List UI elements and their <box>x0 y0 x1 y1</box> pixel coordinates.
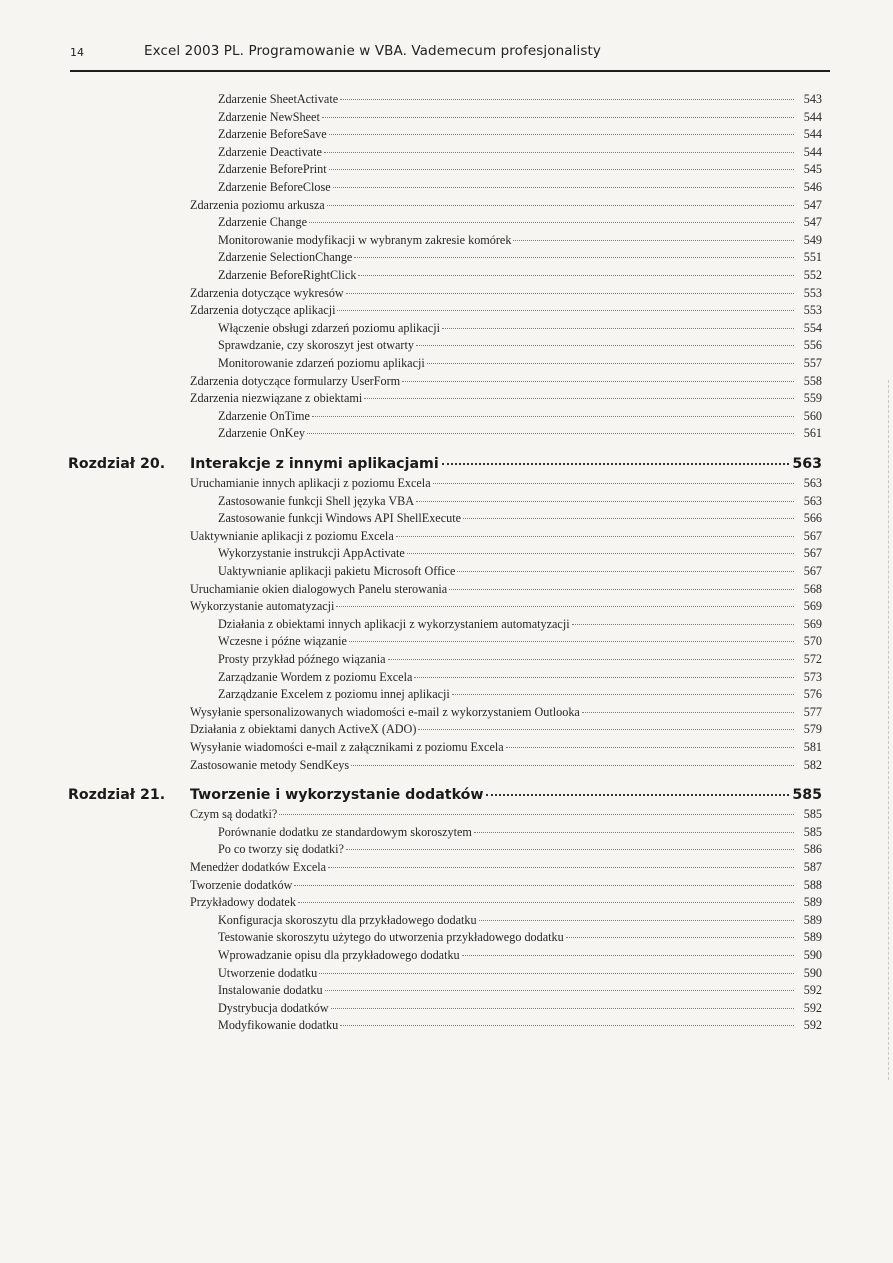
entry-title: Wysyłanie spersonalizowanych wiadomości e-mail z wykorzystaniem Outlooka <box>190 704 580 719</box>
dot-leader <box>298 902 794 903</box>
dot-leader <box>307 433 794 434</box>
entry-page-number: 552 <box>803 268 822 282</box>
entry-page-number: 547 <box>803 215 822 230</box>
dot-leader <box>486 794 789 796</box>
entry-title: Uaktywnianie aplikacji z poziomu Excela <box>190 528 394 543</box>
entry-title: Uruchamianie okien dialogowych Panelu sterowania <box>190 581 448 596</box>
dot-leader <box>294 885 794 886</box>
toc-subsection-entry[interactable] <box>218 426 822 446</box>
entry-title: Prosty przykład późnego wiązania <box>218 652 386 666</box>
dot-leader <box>396 536 794 537</box>
entry-page-number: 553 <box>803 285 822 300</box>
entry-title: Wczesne i późne wiązanie <box>218 634 347 649</box>
dot-leader <box>474 832 794 833</box>
entry-page-number: 544 <box>803 109 822 124</box>
entry-page-number: 589 <box>803 930 822 945</box>
entry-page-number: 560 <box>803 408 822 423</box>
entry-page-number: 585 <box>803 807 822 822</box>
entry-page-number: 559 <box>803 391 822 406</box>
entry-title: Instalowanie dodatku <box>218 983 323 998</box>
entry-page-number: 547 <box>803 197 822 212</box>
entry-title: Monitorowanie zdarzeń poziomu aplikacji <box>218 356 425 370</box>
dot-leader <box>354 257 794 258</box>
entry-title: Zarządzanie Wordem z poziomu Excela <box>218 669 413 684</box>
scan-edge-marks <box>884 380 889 1080</box>
entry-page-number: 561 <box>803 426 822 441</box>
dot-leader <box>324 152 794 153</box>
entry-title: Wykorzystanie instrukcji AppActivate <box>218 546 405 561</box>
entry-page-number: 556 <box>803 338 822 353</box>
dot-leader <box>340 99 794 100</box>
entry-page-number: 553 <box>803 303 822 318</box>
dot-leader <box>388 659 794 660</box>
entry-page-number: 563 <box>803 476 822 490</box>
dot-leader <box>416 345 794 346</box>
dot-leader <box>329 134 794 135</box>
entry-page-number: 568 <box>803 581 822 596</box>
dot-leader <box>407 553 794 554</box>
entry-title: Po co tworzy się dodatki? <box>218 842 344 857</box>
entry-title: Zdarzenie OnTime <box>218 408 310 423</box>
dot-leader <box>457 571 794 572</box>
entry-title: Zdarzenie Change <box>218 215 307 230</box>
entry-page-number: 569 <box>803 616 822 631</box>
entry-page-number: 543 <box>803 92 822 106</box>
entry-page-number: 567 <box>803 564 822 578</box>
entry-page-number: 577 <box>803 704 822 719</box>
dot-leader <box>327 205 794 206</box>
dot-leader <box>566 937 794 938</box>
entry-page-number: 546 <box>803 180 822 194</box>
dot-leader <box>337 310 794 311</box>
entry-title: Zdarzenie OnKey <box>218 426 305 441</box>
entry-title: Sprawdzanie, czy skoroszyt jest otwarty <box>218 338 414 353</box>
entry-page-number: 585 <box>803 824 822 839</box>
entry-title: Zdarzenie SelectionChange <box>218 250 353 265</box>
dot-leader <box>312 416 794 417</box>
entry-title: Działania z obiektami innych aplikacji z wykorzystaniem automatyzacji <box>218 616 570 631</box>
dot-leader <box>427 363 794 364</box>
entry-page-number: 569 <box>803 599 822 614</box>
dot-leader <box>349 641 794 642</box>
entry-page-number: 545 <box>803 162 822 177</box>
dot-leader <box>329 169 794 170</box>
entry-title: Zdarzenia poziomu arkusza <box>190 197 325 212</box>
entry-title: Dystrybucja dodatków <box>218 1000 329 1015</box>
dot-leader <box>479 920 794 921</box>
entry-title: Zdarzenia niezwiązane z obiektami <box>190 391 363 406</box>
entry-title: Zdarzenie BeforeClose <box>218 180 331 194</box>
dot-leader <box>462 955 794 956</box>
entry-title: Uruchamianie innych aplikacji z poziomu Excela <box>190 476 431 490</box>
entry-title: Menedżer dodatków Excela <box>190 860 327 874</box>
dot-leader <box>346 293 794 294</box>
entry-page-number: 566 <box>803 511 822 526</box>
entry-page-number: 572 <box>803 652 822 666</box>
dot-leader <box>442 328 794 329</box>
entry-page-number: 588 <box>803 877 822 892</box>
entry-title: Zdarzenie SheetActivate <box>218 92 339 106</box>
dot-leader <box>346 849 794 850</box>
entry-title: Zdarzenia dotyczące formularzy UserForm <box>190 373 401 388</box>
entry-page-number: 589 <box>803 912 822 927</box>
entry-title: Zastosowanie funkcji Shell języka VBA <box>218 493 415 508</box>
entry-page-number: 557 <box>803 356 822 370</box>
entry-page-number: 558 <box>803 373 822 388</box>
entry-title: Monitorowanie modyfikacji w wybranym zakresie komórek <box>218 232 512 247</box>
dot-leader <box>506 747 794 748</box>
dot-leader <box>418 729 794 730</box>
entry-page-number: 587 <box>803 860 822 874</box>
dot-leader <box>319 973 794 974</box>
toc-subsection-entry[interactable] <box>218 1018 822 1038</box>
entry-page-number: 592 <box>803 1018 822 1033</box>
chapter-title: Interakcje z innymi aplikacjami <box>190 456 439 472</box>
dot-leader <box>416 501 794 502</box>
entry-title: Zastosowanie funkcji Windows API ShellExecute <box>218 511 461 526</box>
entry-page-number: 579 <box>803 722 822 737</box>
entry-title: Zdarzenie BeforeRightClick <box>218 268 357 282</box>
entry-title: Zdarzenie NewSheet <box>218 109 320 124</box>
entry-title: Testowanie skoroszytu użytego do utworzenia przykładowego dodatku <box>218 930 564 945</box>
dot-leader <box>333 187 794 188</box>
dot-leader <box>402 381 794 382</box>
entry-title: Zdarzenia dotyczące aplikacji <box>190 303 336 318</box>
chapter-number: Rozdział 21. <box>68 787 166 804</box>
entry-title: Zdarzenia dotyczące wykresów <box>190 285 344 300</box>
entry-title: Zdarzenie BeforePrint <box>218 162 327 177</box>
entry-title: Wprowadzanie opisu dla przykładowego dodatku <box>218 948 460 962</box>
entry-title: Wysyłanie wiadomości e-mail z załącznikami z poziomu Excela <box>190 740 504 754</box>
entry-page-number: 567 <box>803 546 822 561</box>
entry-page-number: 573 <box>803 669 822 684</box>
dot-leader <box>433 483 794 484</box>
entry-page-number: 576 <box>803 687 822 702</box>
dot-leader <box>414 677 794 678</box>
entry-page-number: 589 <box>803 895 822 910</box>
entry-title: Zastosowanie metody SendKeys <box>190 757 350 772</box>
dot-leader <box>340 1025 794 1026</box>
entry-title: Wykorzystanie automatyzacji <box>190 599 335 614</box>
entry-page-number: 592 <box>803 983 822 998</box>
dot-leader <box>463 518 794 519</box>
dot-leader <box>358 275 794 276</box>
entry-page-number: 590 <box>803 948 822 962</box>
dot-leader <box>364 398 794 399</box>
entry-title: Tworzenie dodatków <box>190 877 293 892</box>
entry-title: Zarządzanie Excelem z poziomu innej aplikacji <box>218 687 450 702</box>
chapter-title: Tworzenie i wykorzystanie dodatków <box>190 787 484 804</box>
entry-page-number: 563 <box>803 493 822 508</box>
entry-page-number: 549 <box>803 232 822 247</box>
dot-leader <box>452 694 794 695</box>
entry-page-number: 544 <box>803 127 822 142</box>
dot-leader <box>442 463 790 465</box>
dot-leader <box>351 765 794 766</box>
entry-page-number: 582 <box>803 757 822 772</box>
dot-leader <box>328 867 794 868</box>
dot-leader <box>331 1008 794 1009</box>
entry-title: Konfiguracja skoroszytu dla przykładowego dodatku <box>218 912 477 927</box>
chapter-number: Rozdział 20. <box>68 456 166 472</box>
entry-page-number: 567 <box>803 528 822 543</box>
entry-title: Zdarzenie Deactivate <box>218 144 322 159</box>
entry-page-number: 586 <box>803 842 822 857</box>
entry-title: Utworzenie dodatku <box>218 965 318 980</box>
entry-title: Porównanie dodatku ze standardowym skoroszytem <box>218 824 472 839</box>
entry-page-number: 551 <box>803 250 822 265</box>
entry-page-number: 581 <box>803 740 822 754</box>
dot-leader <box>322 117 794 118</box>
entry-page-number: 554 <box>803 320 822 335</box>
entry-title: Działania z obiektami danych ActiveX (ADO) <box>190 722 417 737</box>
entry-title: Zdarzenie BeforeSave <box>218 127 327 142</box>
dot-leader <box>325 990 794 991</box>
entry-page-number: 570 <box>803 634 822 649</box>
dot-leader <box>513 240 794 241</box>
dot-leader <box>279 814 794 815</box>
dot-leader <box>572 624 794 625</box>
dot-leader <box>309 222 794 223</box>
chapter-page-number: 563 <box>792 456 822 472</box>
toc-section-entry[interactable] <box>190 758 822 778</box>
entry-title: Modyfikowanie dodatku <box>218 1018 339 1033</box>
dot-leader <box>336 606 794 607</box>
chapter-page-number: 585 <box>792 787 822 804</box>
dot-leader <box>582 712 794 713</box>
entry-title: Uaktywnianie aplikacji pakietu Microsoft Office <box>218 564 456 578</box>
entry-title: Przykładowy dodatek <box>190 895 296 910</box>
entry-title: Włączenie obsługi zdarzeń poziomu aplikacji <box>218 320 440 335</box>
entry-page-number: 592 <box>803 1000 822 1015</box>
book-title: Excel 2003 PL. Programowanie w VBA. Vademecum profesjonalisty <box>144 43 601 59</box>
entry-page-number: 544 <box>803 144 822 159</box>
entry-title: Czym są dodatki? <box>190 807 278 822</box>
entry-page-number: 590 <box>803 965 822 980</box>
page-number: 14 <box>70 46 84 59</box>
dot-leader <box>449 589 794 590</box>
